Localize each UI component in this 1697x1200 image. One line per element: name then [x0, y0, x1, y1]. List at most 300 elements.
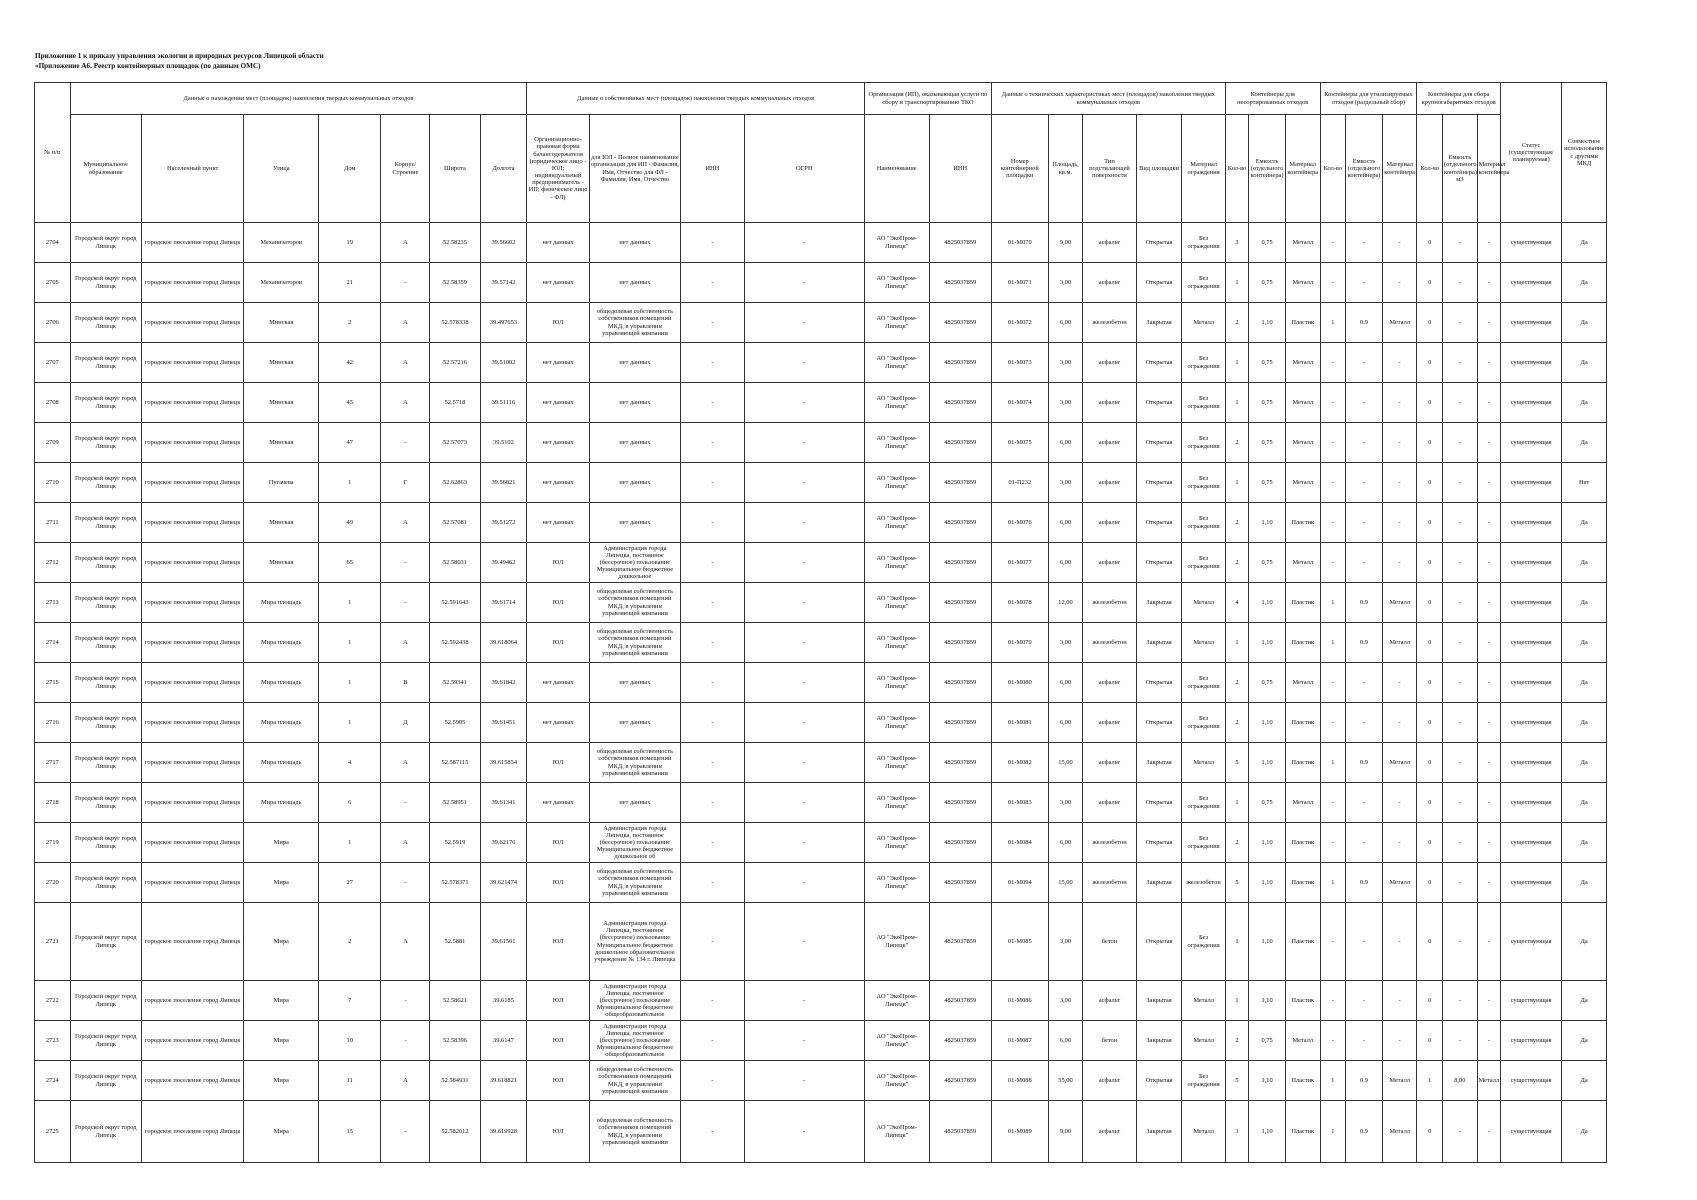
cell-legal-form: ЮЛ — [527, 623, 589, 663]
cell-status: существующая — [1500, 303, 1561, 343]
cell-lon: 39.62176 — [480, 823, 527, 863]
cell-settlement: городское поселение город Липецк — [141, 703, 243, 743]
cell-recyclable-material: Металл — [1382, 1101, 1417, 1163]
cell-site-number: 01-М083 — [991, 783, 1048, 823]
cell-recyclable-capacity: 0.9 — [1346, 743, 1383, 783]
cell-site-number: 01-М070 — [991, 223, 1048, 263]
cell-area: 12,00 — [1048, 583, 1083, 623]
cell-unsorted-material: Металл — [1285, 223, 1320, 263]
owner-name-text: общедолевая собственность собственников помещений МКД, в управлении управляющей компании — [596, 748, 674, 777]
cell-municipality: Городской округ город Липецк — [70, 623, 141, 663]
cell-building: - — [381, 863, 430, 903]
cell-bulky-material: - — [1477, 303, 1500, 343]
cell-surface: железобетон — [1083, 863, 1136, 903]
cell-fence: Металл — [1182, 303, 1225, 343]
cell-street: Мира — [244, 1061, 319, 1101]
owner-name-text: Администрация города Липецка, постоянное (бессрочное) пользование Муниципальное бюджетное дошкольное — [596, 544, 674, 581]
cell-site-type: Закрытая — [1136, 303, 1182, 343]
cell-operator-name: АО "ЭкоПром-Липецк" — [864, 343, 929, 383]
cell-street: Мира площадь — [244, 623, 319, 663]
cell-unsorted-qty: 1 — [1225, 981, 1248, 1021]
cell-recyclable-material: - — [1382, 663, 1417, 703]
cell-bulky-material: - — [1477, 623, 1500, 663]
cell-bulky-qty: 0 — [1417, 623, 1443, 663]
cell-owner-inn: - — [681, 823, 744, 863]
cell-unsorted-material: Металл — [1285, 343, 1320, 383]
container-sites-registry-table — [34, 82, 1607, 1163]
cell-building: А — [381, 303, 430, 343]
cell-settlement: городское поселение город Липецк — [141, 663, 243, 703]
owner-name-text: общедолевая собственность собственников помещений МКД, в управлении управляющей компании — [596, 1117, 674, 1146]
cell-area: 6,00 — [1048, 1021, 1083, 1061]
owner-name-text: Администрация города Липецка, постоянное (бессрочное) пользование Муниципальное бюджетное дошкольное об — [596, 824, 674, 861]
cell-site-number: 01-М072 — [991, 303, 1048, 343]
cell-recyclable-capacity: 0.9 — [1346, 303, 1383, 343]
cell-bulky-qty: 0 — [1417, 1021, 1443, 1061]
cell-bulky-material: - — [1477, 223, 1500, 263]
cell-street: Мира площадь — [244, 663, 319, 703]
cell-unsorted-material: Пластик — [1285, 743, 1320, 783]
cell-site-type: Закрытая — [1136, 1021, 1182, 1061]
cell-surface: асфальт — [1083, 981, 1136, 1021]
col-header-owner-name: для ЮЛ - Полное наименование организации для ИП - Фамилия, Имя, Отчество для ФЛ - Фамилия, Имя, Отчество — [589, 115, 680, 223]
cell-unsorted-qty: 2 — [1225, 303, 1248, 343]
cell-settlement: городское поселение город Липецк — [141, 423, 243, 463]
cell-recyclable-qty: 1 — [1320, 863, 1346, 903]
cell-ogrn: - — [744, 743, 864, 783]
cell-unsorted-qty: 5 — [1225, 863, 1248, 903]
cell-shared: Да — [1562, 623, 1607, 663]
cell-settlement: городское поселение город Липецк — [141, 543, 243, 583]
cell-recyclable-capacity: - — [1346, 903, 1383, 981]
col-header-settlement: Населенный пункт — [141, 115, 243, 223]
cell-bulky-capacity: - — [1443, 623, 1478, 663]
cell-legal-form: нет данных — [527, 463, 589, 503]
cell-owner-name — [589, 981, 680, 1021]
cell-area: 3,00 — [1048, 463, 1083, 503]
cell-legal-form: нет данных — [527, 263, 589, 303]
cell-shared: Да — [1562, 743, 1607, 783]
cell-street: Мира — [244, 823, 319, 863]
cell-lat: 52.578338 — [430, 303, 480, 343]
cell-lat: 52.5881 — [430, 903, 480, 981]
column-header-row — [35, 115, 1607, 223]
cell-bulky-qty: 0 — [1417, 503, 1443, 543]
cell-recyclable-material: Металл — [1382, 303, 1417, 343]
cell-shared: Нет — [1562, 463, 1607, 503]
cell-num: 2709 — [35, 423, 71, 463]
cell-recyclable-capacity: - — [1346, 703, 1383, 743]
cell-street: Мира площадь — [244, 703, 319, 743]
owner-name-text: нет данных — [619, 718, 651, 726]
cell-unsorted-qty: 5 — [1225, 743, 1248, 783]
cell-status: существующая — [1500, 1101, 1561, 1163]
owner-name-text: нет данных — [619, 238, 651, 246]
cell-owner-name — [589, 623, 680, 663]
cell-recyclable-material: - — [1382, 703, 1417, 743]
owner-name-text: нет данных — [619, 398, 651, 406]
cell-house: 1 — [319, 663, 381, 703]
cell-legal-form: ЮЛ — [527, 583, 589, 623]
cell-recyclable-material: - — [1382, 823, 1417, 863]
cell-operator-name: АО "ЭкоПром-Липецк" — [864, 263, 929, 303]
table-row — [35, 663, 1607, 703]
cell-unsorted-qty: 2 — [1225, 1021, 1248, 1061]
cell-fence: Металл — [1182, 583, 1225, 623]
cell-recyclable-material: Металл — [1382, 1061, 1417, 1101]
cell-owner-inn: - — [681, 503, 744, 543]
cell-operator-inn: 4825037859 — [929, 1021, 991, 1061]
cell-settlement: городское поселение город Липецк — [141, 383, 243, 423]
col-header-recyclable-material: Материал контейнера — [1382, 115, 1417, 223]
cell-num: 2712 — [35, 543, 71, 583]
cell-status: существующая — [1500, 663, 1561, 703]
cell-shared: Да — [1562, 343, 1607, 383]
cell-bulky-material: - — [1477, 703, 1500, 743]
cell-fence: Без ограждения — [1182, 423, 1225, 463]
cell-legal-form: ЮЛ — [527, 823, 589, 863]
cell-recyclable-qty: - — [1320, 663, 1346, 703]
cell-settlement: городское поселение город Липецк — [141, 783, 243, 823]
cell-recyclable-material: Металл — [1382, 623, 1417, 663]
cell-house: 47 — [319, 423, 381, 463]
cell-status: существующая — [1500, 823, 1561, 863]
cell-bulky-qty: 1 — [1417, 1061, 1443, 1101]
cell-recyclable-material: - — [1382, 1021, 1417, 1061]
cell-bulky-material: - — [1477, 663, 1500, 703]
cell-recyclable-material: - — [1382, 463, 1417, 503]
cell-num: 2725 — [35, 1101, 71, 1163]
cell-shared: Да — [1562, 583, 1607, 623]
col-header-owner-inn: ИНН — [681, 115, 744, 223]
cell-legal-form: ЮЛ — [527, 743, 589, 783]
cell-bulky-material: - — [1477, 263, 1500, 303]
cell-num: 2723 — [35, 1021, 71, 1061]
cell-site-type: Открытая — [1136, 823, 1182, 863]
cell-municipality: Городской округ город Липецк — [70, 583, 141, 623]
cell-status: существующая — [1500, 783, 1561, 823]
cell-building: А — [381, 223, 430, 263]
cell-house: 19 — [319, 223, 381, 263]
cell-fence: железобетон — [1182, 863, 1225, 903]
cell-unsorted-qty: 1 — [1225, 343, 1248, 383]
cell-recyclable-qty: - — [1320, 783, 1346, 823]
cell-recyclable-qty: - — [1320, 223, 1346, 263]
cell-municipality: Городской округ город Липецк — [70, 463, 141, 503]
cell-fence: Без ограждения — [1182, 703, 1225, 743]
cell-bulky-capacity: - — [1443, 423, 1478, 463]
cell-ogrn: - — [744, 981, 864, 1021]
table-row — [35, 783, 1607, 823]
cell-street: Мира — [244, 1021, 319, 1061]
cell-street: Минская — [244, 343, 319, 383]
col-header-num: № п/п — [35, 83, 71, 223]
cell-recyclable-material: Металл — [1382, 743, 1417, 783]
cell-fence: Без ограждения — [1182, 503, 1225, 543]
cell-unsorted-capacity: 1,10 — [1249, 583, 1286, 623]
cell-operator-name: АО "ЭкоПром-Липецк" — [864, 703, 929, 743]
cell-bulky-qty: 0 — [1417, 543, 1443, 583]
cell-owner-inn: - — [681, 1101, 744, 1163]
col-header-house: Дом — [319, 115, 381, 223]
cell-bulky-capacity: - — [1443, 303, 1478, 343]
cell-lon: 39.61714 — [480, 583, 527, 623]
cell-bulky-material: - — [1477, 743, 1500, 783]
cell-lon: 39.61842 — [480, 663, 527, 703]
cell-unsorted-qty: 2 — [1225, 423, 1248, 463]
table-row — [35, 981, 1607, 1021]
cell-status: существующая — [1500, 743, 1561, 783]
owner-name-text: нет данных — [619, 358, 651, 366]
cell-owner-name — [589, 303, 680, 343]
cell-num: 2705 — [35, 263, 71, 303]
cell-operator-inn: 4825037859 — [929, 303, 991, 343]
cell-surface: железобетон — [1083, 583, 1136, 623]
cell-recyclable-capacity: 0.9 — [1346, 623, 1383, 663]
cell-house: 1 — [319, 463, 381, 503]
cell-site-number: 01-М086 — [991, 981, 1048, 1021]
cell-lat: 52.578371 — [430, 863, 480, 903]
cell-operator-name: АО "ЭкоПром-Липецк" — [864, 623, 929, 663]
cell-owner-name — [589, 503, 680, 543]
cell-settlement: городское поселение город Липецк — [141, 823, 243, 863]
cell-recyclable-material: - — [1382, 263, 1417, 303]
cell-status: существующая — [1500, 863, 1561, 903]
cell-owner-name — [589, 543, 680, 583]
cell-status: существующая — [1500, 383, 1561, 423]
cell-owner-inn: - — [681, 1061, 744, 1101]
cell-legal-form: ЮЛ — [527, 1061, 589, 1101]
cell-status: существующая — [1500, 703, 1561, 743]
cell-building: - — [381, 583, 430, 623]
cell-site-type: Открытая — [1136, 663, 1182, 703]
cell-building: - — [381, 981, 430, 1021]
cell-num: 2720 — [35, 863, 71, 903]
group-header-operator: Организация (ИП), оказывающая услуги по сбору и транспортированию ТКО — [864, 83, 991, 115]
cell-unsorted-material: Пластик — [1285, 1061, 1320, 1101]
cell-building: - — [381, 1101, 430, 1163]
cell-owner-inn: - — [681, 383, 744, 423]
cell-unsorted-qty: 4 — [1225, 583, 1248, 623]
cell-bulky-qty: 0 — [1417, 1101, 1443, 1163]
cell-municipality: Городской округ город Липецк — [70, 743, 141, 783]
cell-street: Мира площадь — [244, 783, 319, 823]
cell-recyclable-qty: - — [1320, 383, 1346, 423]
cell-house: 4 — [319, 743, 381, 783]
cell-lon: 39.56821 — [480, 463, 527, 503]
cell-recyclable-qty: - — [1320, 903, 1346, 981]
cell-site-type: Открытая — [1136, 903, 1182, 981]
col-header-shared: Совместное использование с другими МКД — [1562, 83, 1607, 223]
cell-ogrn: - — [744, 1101, 864, 1163]
cell-lon: 39.51116 — [480, 383, 527, 423]
cell-unsorted-capacity: 1,10 — [1249, 303, 1286, 343]
owner-name-text: общедолевая собственность собственников помещений МКД, в управлении управляющей компании — [596, 308, 674, 337]
cell-lon: 39.619928 — [480, 1101, 527, 1163]
cell-ogrn: - — [744, 703, 864, 743]
cell-operator-inn: 4825037859 — [929, 1061, 991, 1101]
cell-bulky-material: - — [1477, 383, 1500, 423]
cell-lon: 39.497653 — [480, 303, 527, 343]
cell-surface: бетон — [1083, 903, 1136, 981]
cell-house: 27 — [319, 863, 381, 903]
cell-status: существующая — [1500, 503, 1561, 543]
cell-settlement: городское поселение город Липецк — [141, 903, 243, 981]
cell-owner-inn: - — [681, 703, 744, 743]
table-row — [35, 1061, 1607, 1101]
cell-lat: 52.5718 — [430, 383, 480, 423]
cell-surface: асфальт — [1083, 463, 1136, 503]
col-header-street: Улица — [244, 115, 319, 223]
cell-recyclable-capacity: - — [1346, 383, 1383, 423]
cell-status: существующая — [1500, 423, 1561, 463]
cell-unsorted-qty: 2 — [1225, 823, 1248, 863]
cell-bulky-material: - — [1477, 903, 1500, 981]
cell-unsorted-material: Пластик — [1285, 823, 1320, 863]
cell-building: - — [381, 263, 430, 303]
cell-operator-inn: 4825037859 — [929, 1101, 991, 1163]
col-header-area: Площадь, кв.м. — [1048, 115, 1083, 223]
cell-owner-inn: - — [681, 863, 744, 903]
cell-status: существующая — [1500, 1021, 1561, 1061]
cell-building: А — [381, 823, 430, 863]
cell-site-type: Закрытая — [1136, 623, 1182, 663]
cell-owner-name — [589, 663, 680, 703]
cell-settlement: городское поселение город Липецк — [141, 1101, 243, 1163]
cell-building: - — [381, 783, 430, 823]
cell-bulky-capacity: - — [1443, 863, 1478, 903]
cell-area: 6,00 — [1048, 503, 1083, 543]
owner-name-text: общедолевая собственность собственников помещений МКД, в управлении управляющей компании — [596, 868, 674, 897]
owner-name-text: нет данных — [619, 278, 651, 286]
cell-site-number: 01-М082 — [991, 743, 1048, 783]
cell-site-number: 01-М089 — [991, 1101, 1048, 1163]
group-header-technical: Данные о технических характеристиках мест (площадок) накопления твердых коммунальных отходов — [991, 83, 1225, 115]
cell-bulky-material: - — [1477, 1101, 1500, 1163]
cell-legal-form: нет данных — [527, 343, 589, 383]
cell-recyclable-qty: - — [1320, 423, 1346, 463]
cell-operator-inn: 4825037859 — [929, 463, 991, 503]
cell-bulky-qty: 0 — [1417, 703, 1443, 743]
cell-owner-inn: - — [681, 303, 744, 343]
cell-shared: Да — [1562, 981, 1607, 1021]
cell-site-type: Открытая — [1136, 503, 1182, 543]
col-header-fence: Материал ограждения — [1182, 115, 1225, 223]
cell-recyclable-material: - — [1382, 223, 1417, 263]
cell-municipality: Городской округ город Липецк — [70, 503, 141, 543]
owner-name-text: общедолевая собственность собственников помещений МКД, в управлении управляющей компании — [596, 1066, 674, 1095]
cell-bulky-material: - — [1477, 583, 1500, 623]
cell-lat: 52.58396 — [430, 1021, 480, 1061]
cell-lon: 39.57142 — [480, 263, 527, 303]
cell-recyclable-capacity: - — [1346, 663, 1383, 703]
cell-lon: 39.61341 — [480, 783, 527, 823]
cell-fence: Без ограждения — [1182, 543, 1225, 583]
cell-site-type: Закрытая — [1136, 583, 1182, 623]
cell-site-number: 01-М088 — [991, 1061, 1048, 1101]
cell-operator-inn: 4825037859 — [929, 703, 991, 743]
col-header-bulky-qty: Кол-во — [1417, 115, 1443, 223]
col-header-municipality: Муниципальное образование — [70, 115, 141, 223]
cell-num: 2710 — [35, 463, 71, 503]
cell-street: Минская — [244, 503, 319, 543]
cell-lat: 52.58621 — [430, 981, 480, 1021]
cell-shared: Да — [1562, 1061, 1607, 1101]
owner-name-text: нет данных — [619, 678, 651, 686]
cell-recyclable-material: - — [1382, 543, 1417, 583]
cell-unsorted-capacity: 0,75 — [1249, 463, 1286, 503]
cell-settlement: городское поселение город Липецк — [141, 583, 243, 623]
cell-surface: железобетон — [1083, 623, 1136, 663]
cell-unsorted-material: Пластик — [1285, 1101, 1320, 1163]
cell-bulky-capacity: - — [1443, 981, 1478, 1021]
cell-recyclable-capacity: - — [1346, 783, 1383, 823]
cell-site-type: Открытая — [1136, 423, 1182, 463]
cell-site-type: Открытая — [1136, 543, 1182, 583]
cell-lat: 52.587115 — [430, 743, 480, 783]
cell-settlement: городское поселение город Липецк — [141, 1021, 243, 1061]
cell-street: Мира — [244, 1101, 319, 1163]
cell-fence: Металл — [1182, 1021, 1225, 1061]
cell-owner-name — [589, 823, 680, 863]
cell-ogrn: - — [744, 823, 864, 863]
cell-status: существующая — [1500, 981, 1561, 1021]
cell-municipality: Городской округ город Липецк — [70, 863, 141, 903]
cell-recyclable-capacity: - — [1346, 263, 1383, 303]
cell-lat: 52.58031 — [430, 543, 480, 583]
cell-area: 55,00 — [1048, 1061, 1083, 1101]
cell-unsorted-material: Металл — [1285, 1021, 1320, 1061]
cell-unsorted-material: Пластик — [1285, 583, 1320, 623]
table-body — [35, 223, 1607, 1163]
cell-owner-inn: - — [681, 543, 744, 583]
cell-house: 7 — [319, 981, 381, 1021]
cell-operator-name: АО "ЭкоПром-Липецк" — [864, 663, 929, 703]
cell-street: Мира — [244, 903, 319, 981]
cell-bulky-capacity: - — [1443, 783, 1478, 823]
cell-unsorted-capacity: 0,75 — [1249, 343, 1286, 383]
cell-unsorted-material: Пластик — [1285, 703, 1320, 743]
cell-bulky-capacity: - — [1443, 743, 1478, 783]
cell-settlement: городское поселение город Липецк — [141, 1061, 243, 1101]
cell-house: 10 — [319, 1021, 381, 1061]
cell-unsorted-capacity: 1,10 — [1249, 903, 1286, 981]
cell-fence: Металл — [1182, 981, 1225, 1021]
cell-owner-name — [589, 903, 680, 981]
table-row — [35, 823, 1607, 863]
cell-operator-name: АО "ЭкоПром-Липецк" — [864, 543, 929, 583]
cell-bulky-capacity: - — [1443, 463, 1478, 503]
cell-street: Минская — [244, 383, 319, 423]
cell-street: Пугачева — [244, 463, 319, 503]
cell-surface: асфальт — [1083, 423, 1136, 463]
cell-site-number: 01-П232 — [991, 463, 1048, 503]
cell-house: 6 — [319, 783, 381, 823]
cell-bulky-qty: 0 — [1417, 903, 1443, 981]
cell-ogrn: - — [744, 343, 864, 383]
owner-name-text: нет данных — [619, 438, 651, 446]
table-row — [35, 543, 1607, 583]
cell-unsorted-capacity: 1,10 — [1249, 823, 1286, 863]
cell-shared: Да — [1562, 423, 1607, 463]
cell-lon: 39.56602 — [480, 223, 527, 263]
cell-surface: асфальт — [1083, 1101, 1136, 1163]
cell-operator-inn: 4825037859 — [929, 623, 991, 663]
cell-ogrn: - — [744, 863, 864, 903]
cell-owner-name — [589, 383, 680, 423]
cell-operator-name: АО "ЭкоПром-Липецк" — [864, 903, 929, 981]
cell-status: существующая — [1500, 223, 1561, 263]
